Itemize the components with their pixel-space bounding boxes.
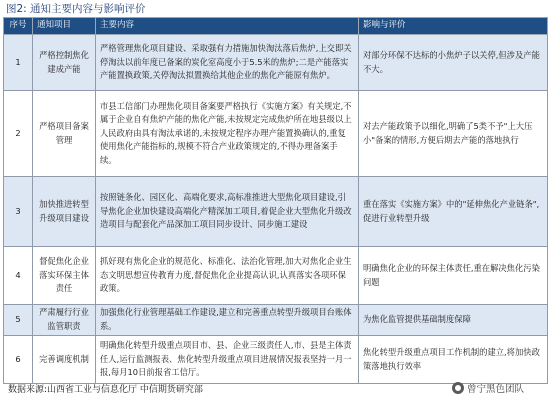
row-no: 6 bbox=[4, 336, 33, 384]
header-no: 序号 bbox=[4, 18, 33, 35]
table-row bbox=[4, 336, 548, 384]
header-item: 通知项目 bbox=[33, 18, 96, 35]
row-impact: 对部分环保不达标的小焦炉子以关停,但涉及产能不大。 bbox=[359, 35, 548, 91]
row-impact: 重在落实《实施方案》中的"延伸焦化产业链条",促进行业转型升级 bbox=[359, 177, 548, 247]
row-item: 督促焦化企业落实环保主体责任 bbox=[33, 247, 96, 305]
row-no: 5 bbox=[4, 305, 33, 336]
row-impact: 为焦化监管提供基础制度保障 bbox=[359, 305, 548, 336]
wechat-logo-icon bbox=[452, 382, 464, 394]
row-no: 2 bbox=[4, 91, 33, 177]
row-content: 按照链条化、园区化、高端化要求,高标准推进大型焦化项目建设,引导焦化企业加快建设高端化产精深加工项目,着促企业大型焦化升级改造项目与配套化产品深加工项目同步设计、同步施工建设 bbox=[96, 177, 359, 247]
table-row bbox=[4, 91, 548, 177]
row-item: 严格项目备案管理 bbox=[33, 91, 96, 177]
row-impact: 对去产能政策予以细化,明确了5类不予"上大压小"备案的情形,方便后期去产能的落地执行 bbox=[359, 91, 548, 177]
header-impact: 影响与评价 bbox=[359, 18, 548, 35]
row-content: 市县工信部门办理焦化项目备案要严格执行《实施方案》有关规定,不属于企业自有焦炉产能的焦化产能,未按规定完成焦炉所在地县级以上人民政府由具有淘汰承诺的,未按规定程序办理产能置换确认的,重复使用焦化产能指标的,规模不符合产业政策规定的,不得办理备案手续。 bbox=[96, 91, 359, 177]
table-row bbox=[4, 305, 548, 336]
row-item: 严格控制焦化建成产能 bbox=[33, 35, 96, 91]
table-row bbox=[4, 177, 548, 247]
row-item: 严肃履行行业监管职责 bbox=[33, 305, 96, 336]
row-content: 加强焦化行业管理基础工作建设,建立和完善重点转型升级项目台账体系。 bbox=[96, 305, 359, 336]
table-header-row bbox=[4, 18, 548, 35]
row-no: 3 bbox=[4, 177, 33, 247]
data-source-note: 数据来源:山西省工业与信息化厅 中信期货研究部 bbox=[8, 385, 203, 395]
row-content: 明确焦化转型升级重点项目市、县、企业三级责任人,市、县是主体责任人,运行监测报表、焦化转型升级重点项目进展情况报表坚持一月一报,每月10日前报省工信厅。 bbox=[96, 336, 359, 384]
row-content: 严格管理焦化项目建设、采取强有力措施加快淘汰落后焦炉,上交即关停淘汰以前年度已备案的炭化室高度小于5.5米的焦炉;二是产能落实产能置换政策,关停淘汰拟置换给其他企业的焦化产能原有焦炉。 bbox=[96, 35, 359, 91]
figure-title: 图2: 通知主要内容与影响评价 bbox=[6, 3, 146, 15]
policy-table bbox=[3, 17, 548, 384]
row-impact: 焦化转型升级重点项目工作机制的建立,将加快政策落地执行效率 bbox=[359, 336, 548, 384]
row-content: 抓好现有焦化企业的规范化、标准化、法治化管理,加大对焦化企业生态文明思想宣传教育力度,督促焦化企业提高认识,认真落实各项环保政策。 bbox=[96, 247, 359, 305]
row-no: 1 bbox=[4, 35, 33, 91]
row-impact: 明确焦化企业的环保主体责任,重在解决焦化污染问题 bbox=[359, 247, 548, 305]
row-item: 完善调度机制 bbox=[33, 336, 96, 384]
row-no: 4 bbox=[4, 247, 33, 305]
row-item: 加快推进转型升级项目建设 bbox=[33, 177, 96, 247]
table-row bbox=[4, 247, 548, 305]
watermark-text: 曾宁黑色团队 bbox=[467, 384, 525, 395]
table-row bbox=[4, 35, 548, 91]
header-content: 主要内容 bbox=[96, 18, 359, 35]
watermark bbox=[452, 381, 524, 395]
